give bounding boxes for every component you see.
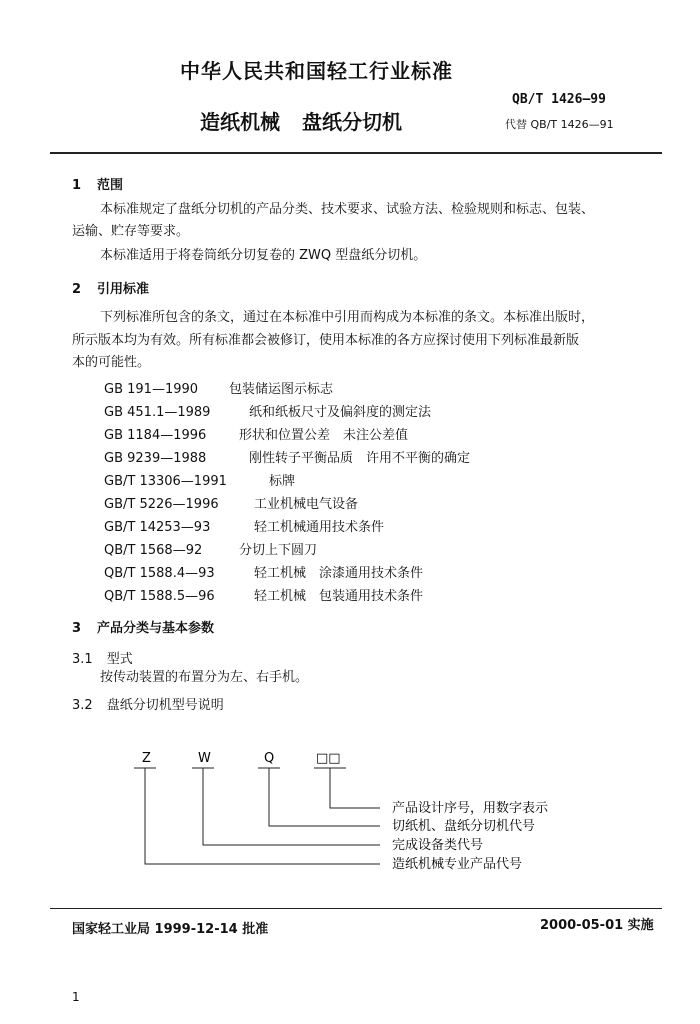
section-3-heading bbox=[72, 617, 214, 636]
approval-note: 国家轻工业局 1999-12-14 批准 bbox=[72, 922, 269, 937]
reference-title: 纸和纸板尺寸及偏斜度的测定法 bbox=[249, 405, 432, 420]
reference-title: 轻工机械通用技术条件 bbox=[254, 520, 385, 535]
issuer-title: 中华人民共和国轻工行业标准 bbox=[180, 59, 453, 83]
implementation-date: 2000-05-01 实施 bbox=[540, 918, 654, 933]
section-1-number: 1 bbox=[72, 178, 82, 193]
section-3-1-heading bbox=[72, 648, 133, 667]
diagram-letter-w: W bbox=[198, 751, 211, 766]
section-2-heading bbox=[72, 278, 149, 297]
reference-item bbox=[104, 401, 431, 420]
reference-code: GB/T 13306—1991 bbox=[104, 474, 227, 489]
section-2-para-line-3: 本的可能性。 bbox=[72, 355, 151, 370]
section-1-heading bbox=[72, 174, 123, 193]
section-3-2-number: 3.2 bbox=[72, 698, 93, 713]
reference-item bbox=[104, 516, 384, 535]
section-3-1-title: 型式 bbox=[106, 652, 133, 667]
reference-item bbox=[104, 585, 423, 604]
reference-code: GB 451.1—1989 bbox=[104, 405, 211, 420]
reference-item bbox=[104, 470, 295, 489]
model-designation-diagram bbox=[130, 748, 600, 878]
reference-code: QB/T 1588.5—96 bbox=[104, 589, 215, 604]
reference-code: QB/T 1588.4—93 bbox=[104, 566, 215, 581]
page-number: 1 bbox=[72, 990, 80, 1004]
section-3-title: 产品分类与基本参数 bbox=[97, 621, 215, 636]
section-3-2-title: 盘纸分切机型号说明 bbox=[106, 698, 224, 713]
reference-code: GB 191—1990 bbox=[104, 382, 199, 397]
standard-title-part2: 盘纸分切机 bbox=[302, 110, 402, 134]
reference-title: 形状和位置公差 未注公差值 bbox=[239, 428, 409, 443]
standard-number: QB/T 1426—99 bbox=[512, 92, 606, 107]
diagram-label-product-code: 造纸机械专业产品代号 bbox=[392, 857, 523, 872]
section-1-para-1-line-2: 运输、贮存等要求。 bbox=[72, 224, 190, 239]
reference-code: GB 9239—1988 bbox=[104, 451, 207, 466]
diagram-letter-z: Z bbox=[142, 751, 151, 766]
diagram-label-cutter-code: 切纸机、盘纸分切机代号 bbox=[392, 819, 536, 834]
section-1-para-2: 本标准适用于将卷筒纸分切复卷的 ZWQ 型盘纸分切机。 bbox=[100, 248, 427, 263]
diagram-label-equipment-class: 完成设备类代号 bbox=[392, 838, 484, 853]
reference-code: GB/T 5226—1996 bbox=[104, 497, 219, 512]
replaces-note: 代替 QB/T 1426—91 bbox=[505, 118, 614, 131]
standard-title-part1: 造纸机械 bbox=[200, 110, 280, 134]
reference-title: 轻工机械 包装通用技术条件 bbox=[254, 589, 424, 604]
reference-code: GB/T 14253—93 bbox=[104, 520, 211, 535]
standard-title bbox=[200, 106, 402, 135]
reference-title: 包装储运图示标志 bbox=[229, 382, 334, 397]
section-3-1-number: 3.1 bbox=[72, 652, 93, 667]
reference-title: 标牌 bbox=[269, 474, 296, 489]
section-1-title: 范围 bbox=[97, 178, 124, 193]
section-3-2-heading bbox=[72, 694, 224, 713]
section-3-1-text: 按传动装置的布置分为左、右手机。 bbox=[100, 670, 309, 685]
reference-title: 刚性转子平衡品质 许用不平衡的确定 bbox=[249, 451, 471, 466]
section-2-number: 2 bbox=[72, 282, 82, 297]
reference-item bbox=[104, 447, 470, 466]
reference-code: GB 1184—1996 bbox=[104, 428, 207, 443]
section-2-para-line-1: 下列标准所包含的条文，通过在本标准中引用而构成为本标准的条文。本标准出版时， bbox=[100, 310, 595, 325]
reference-item bbox=[104, 378, 333, 397]
section-3-number: 3 bbox=[72, 621, 82, 636]
reference-title: 工业机械电气设备 bbox=[254, 497, 359, 512]
section-2-title: 引用标准 bbox=[97, 282, 150, 297]
reference-item bbox=[104, 562, 423, 581]
diagram-label-design-serial: 产品设计序号，用数字表示 bbox=[392, 801, 549, 816]
reference-item bbox=[104, 493, 358, 512]
diagram-boxes: □□ bbox=[316, 751, 341, 766]
reference-code: QB/T 1568—92 bbox=[104, 543, 203, 558]
section-1-para-1-line-1: 本标准规定了盘纸分切机的产品分类、技术要求、试验方法、检验规则和标志、包装、 bbox=[100, 202, 595, 217]
reference-item bbox=[104, 539, 317, 558]
reference-title: 轻工机械 涂漆通用技术条件 bbox=[254, 566, 424, 581]
header-rule bbox=[50, 152, 662, 154]
footer-rule bbox=[50, 908, 662, 909]
section-2-para-line-2: 所示版本均为有效。所有标准都会被修订，使用本标准的各方应探讨使用下列标准最新版 bbox=[72, 333, 580, 348]
diagram-letter-q: Q bbox=[264, 751, 275, 766]
reference-item bbox=[104, 424, 408, 443]
reference-title: 分切上下圆刀 bbox=[239, 543, 318, 558]
